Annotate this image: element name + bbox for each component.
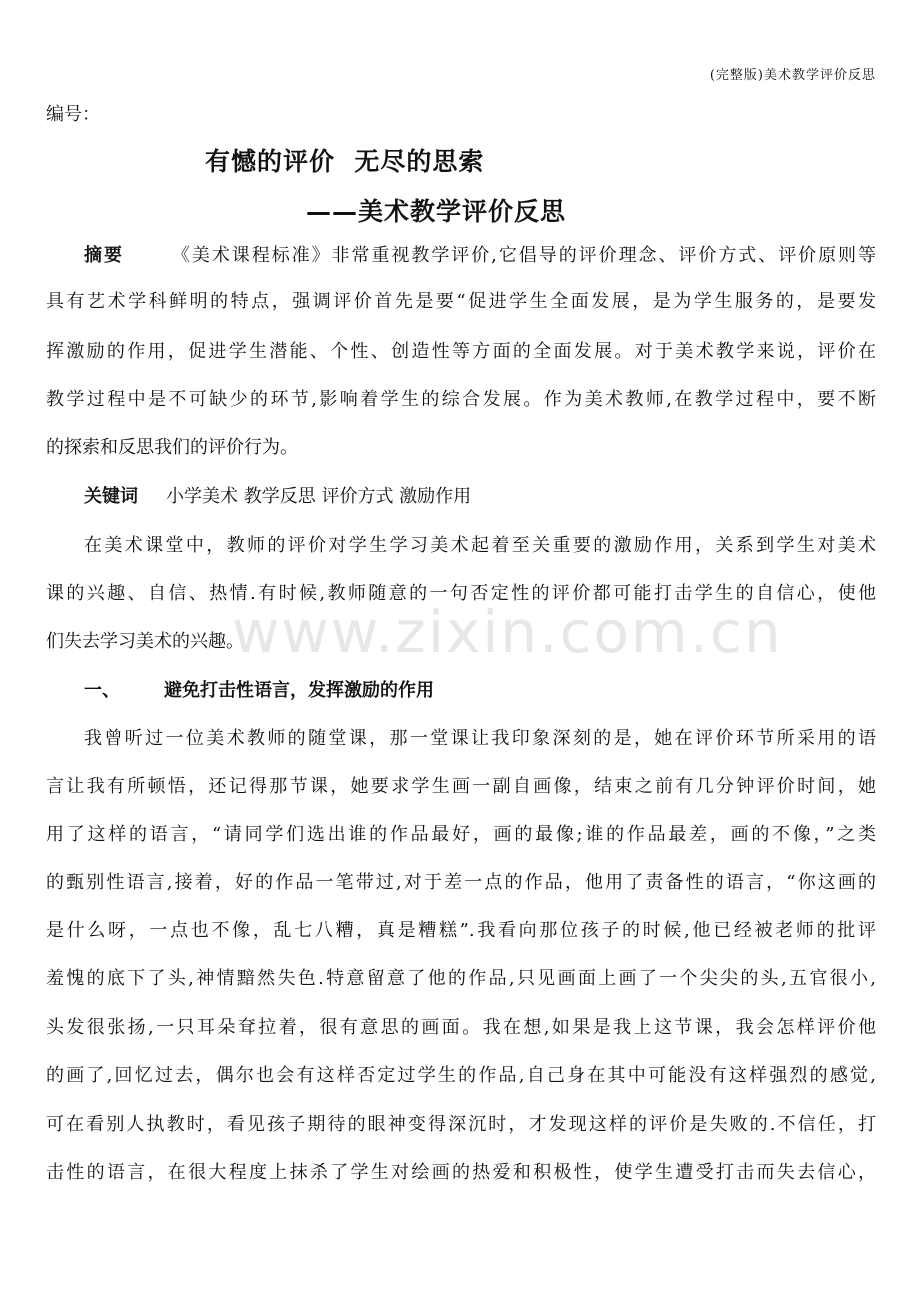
paragraph-line: 我曾听过一位美术教师的随堂课，那一堂课让我印象深刻的是，她在评价环节所采用的语 xyxy=(84,728,876,749)
serial-number-label: 编号： xyxy=(46,104,100,125)
keywords-label: 关键词 xyxy=(84,486,138,507)
abstract-text: 《美术课程标准》非常重视教学评价,它倡导的评价理念、评价方式、评价原则等 xyxy=(171,245,876,266)
paragraph-line: 在美术课堂中，教师的评价对学生学习美术起着至关重要的激励作用，关系到学生对美术 xyxy=(84,535,876,556)
paragraph-line: 们失去学习美术的兴趣。 xyxy=(46,631,244,652)
document-title: 有憾的评价 无尽的思索 xyxy=(205,147,485,176)
section-heading xyxy=(84,676,876,706)
watermark: www.zixin.com.cn xyxy=(232,598,783,666)
abstract-line: 挥激励的作用，促进学生潜能、个性、创造性等方面的全面发展。对于美术教学来说，评价在 xyxy=(46,341,876,362)
document-subtitle: ——美术教学评价反思 xyxy=(306,197,567,226)
paragraph-line: 羞愧的底下了头,神情黯然失色.特意留意了他的作品,只见画面上画了一个尖尖的头,五官很小, xyxy=(46,968,876,989)
document-header-note: (完整版)美术教学评价反思 xyxy=(709,68,876,83)
paragraph-line: 头发很张扬,一只耳朵耷拉着，很有意思的画面。我在想,如果是我上这节课，我会怎样评价他 xyxy=(46,1017,876,1038)
paragraph-line: 用了这样的语言，“请同学们选出谁的作品最好，画的最像;谁的作品最差，画的不像，”之类 xyxy=(46,824,876,845)
abstract-line: 的探索和反思我们的评价行为。 xyxy=(46,437,298,458)
abstract-label: 摘要 xyxy=(84,245,124,266)
section-number: 一、 xyxy=(84,680,120,701)
paragraph-line: 言让我有所顿悟，还记得那节课，她要求学生画一副自画像，结束之前有几分钟评价时间，她 xyxy=(46,776,876,797)
paragraph-line: 课的兴趣、自信、热情.有时候,教师随意的一句否定性的评价都可能打击学生的自信心，使他 xyxy=(46,583,876,604)
keywords-line xyxy=(84,482,876,512)
paragraph-line: 的甄别性语言,接着，好的作品一笔带过,对于差一点的作品，他用了责备性的语言，“你这画的 xyxy=(46,872,876,893)
paragraph-line: 是什么呀，一点也不像，乱七八糟，真是糟糕”.我看向那位孩子的时候,他已经被老师的批评 xyxy=(46,920,876,941)
abstract-line: 具有艺术学科鲜明的特点，强调评价首先是要“促进学生全面发展，是为学生服务的，是要发 xyxy=(46,291,876,312)
abstract-line xyxy=(84,241,876,271)
abstract-line: 教学过程中是不可缺少的环节,影响着学生的综合发展。作为美术教师,在教学过程中，要不断 xyxy=(46,389,876,410)
paragraph-line: 可在看别人执教时，看见孩子期待的眼神变得深沉时，才发现这样的评价是失败的.不信任，打 xyxy=(46,1114,876,1135)
paragraph-line: 击性的语言，在很大程度上抹杀了学生对绘画的热爱和积极性，使学生遭受打击而失去信心， xyxy=(46,1162,876,1183)
keywords-text: 小学美术 教学反思 评价方式 激励作用 xyxy=(166,486,472,507)
paragraph-line: 的画了,回忆过去，偶尔也会有这样否定过学生的作品,自己身在其中可能没有这样强烈的感觉, xyxy=(46,1065,876,1086)
section-heading-text: 避免打击性语言，发挥激励的作用 xyxy=(164,680,434,701)
